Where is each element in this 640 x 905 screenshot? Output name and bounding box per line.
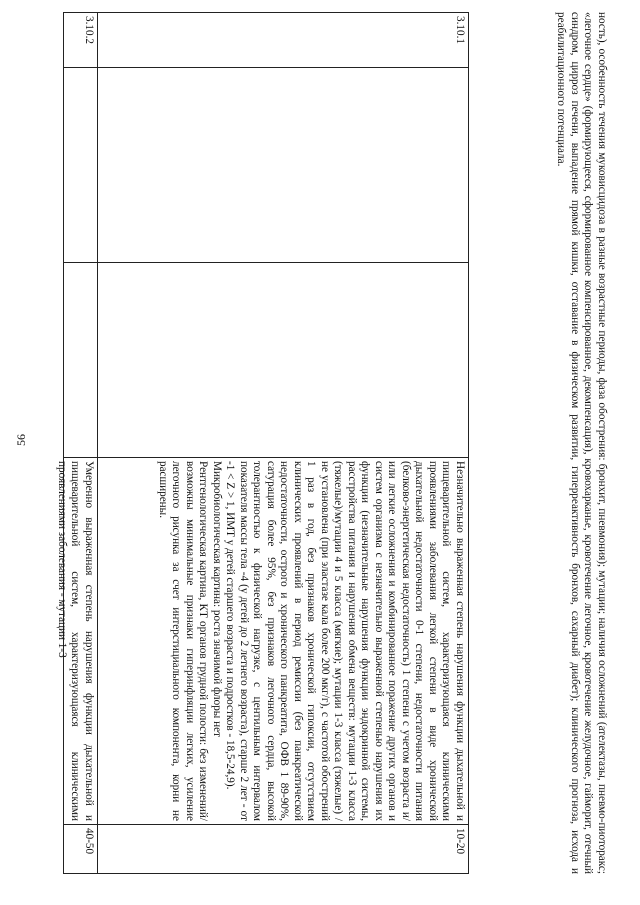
page-number: 56 <box>14 434 28 446</box>
percent-range: 10-20 <box>98 825 469 874</box>
empty-cell <box>98 68 469 263</box>
description-paragraph: Умеренно выраженная степень нарушения функции дыхательной и пищеварительной систем, характеризующаяся клиническими проявлениями заболевания - мутации 1-3 <box>56 461 95 821</box>
row-code: 3.10.2 <box>64 13 98 68</box>
percent-range: 40-50 <box>64 825 98 874</box>
empty-cell <box>64 68 98 263</box>
microbiology-line: Микробиологическая картина: роста значимой флоры нет <box>211 461 223 737</box>
criteria-table <box>56 12 469 874</box>
intro-paragraph: ность), особенность течения муковисцидоза в разные возрастные периоды, фаза обострения: бронхит, пневмония); мутации; наличия осложнений (ателектазы, пневмо-пиоторакс; «легочное сердце» (формирующееся, сформированное компенсированное, декомпенсация), кровохарканье, кровотечение легочное, кровотечение желудочное, гайморит, отечный синдром, цирроз печени, выпадение прямой кишки, отставание в физическом развитии, гиперреактивность бронхов, сахарный диабет); клинического прогноза, исхода и реабилитационного потенциала. <box>555 12 608 874</box>
row-description <box>56 458 98 825</box>
description-paragraph: Незначительно выраженная степень нарушения функции дыхательной и пищеварительной систем, характеризующаяся клиническими проявлениями заболевания легкой степени в виде хронической дыхательной недостаточности 0-1 степени, недостаточности питания (белково-энергетическая недостаточность) 1 степени с учетом возраста и/или легкие осложнения и комбинированное поражение других органов и систем организма с незначительно выраженной степенью нарушения их функции (незначительные нарушения функции эндокринной системы, расстройства питания и нарушения обмена веществ: мутации 1-3 класса (тяжелые)/мутации 4 и 5 класса (мягкие); мутации 1-3 класса (тяжелые) / не установлена (при эластазе кала более 200 мкг/г), с частотой обострений 1 раз в год, без признаков хронической гипоксии, отсутствием клинических проявлений в период ремиссии (без панкреатической недостаточности, острого и хронического панкреатита, ОФВ 1 89-90%, сатурация более 95%, без признаков легочного сердца, высокой толерантностью к физической нагрузке, с центильным интервалом показателя массы тела -4 (у детей до 2 летнего возраста), старше 2 лет - от -1 < Z > 1, ИМТ у детей старшего возраста и подростков - 18,5-24,9). <box>224 461 466 821</box>
empty-cell <box>64 263 98 458</box>
row-code: 3.10.1 <box>98 13 469 68</box>
table-row <box>98 13 469 874</box>
radiology-paragraph: Рентгенологическая картина, КТ органов грудной полости: без изменений/возможны минимальные признаки гиперинфляции легких, усиление легочного рисунка за счет интерстициального компонента, корни не расширены. <box>157 461 210 821</box>
table-row <box>64 13 98 874</box>
empty-cell <box>98 263 469 458</box>
row-description <box>98 458 469 825</box>
rotated-page <box>56 0 614 893</box>
